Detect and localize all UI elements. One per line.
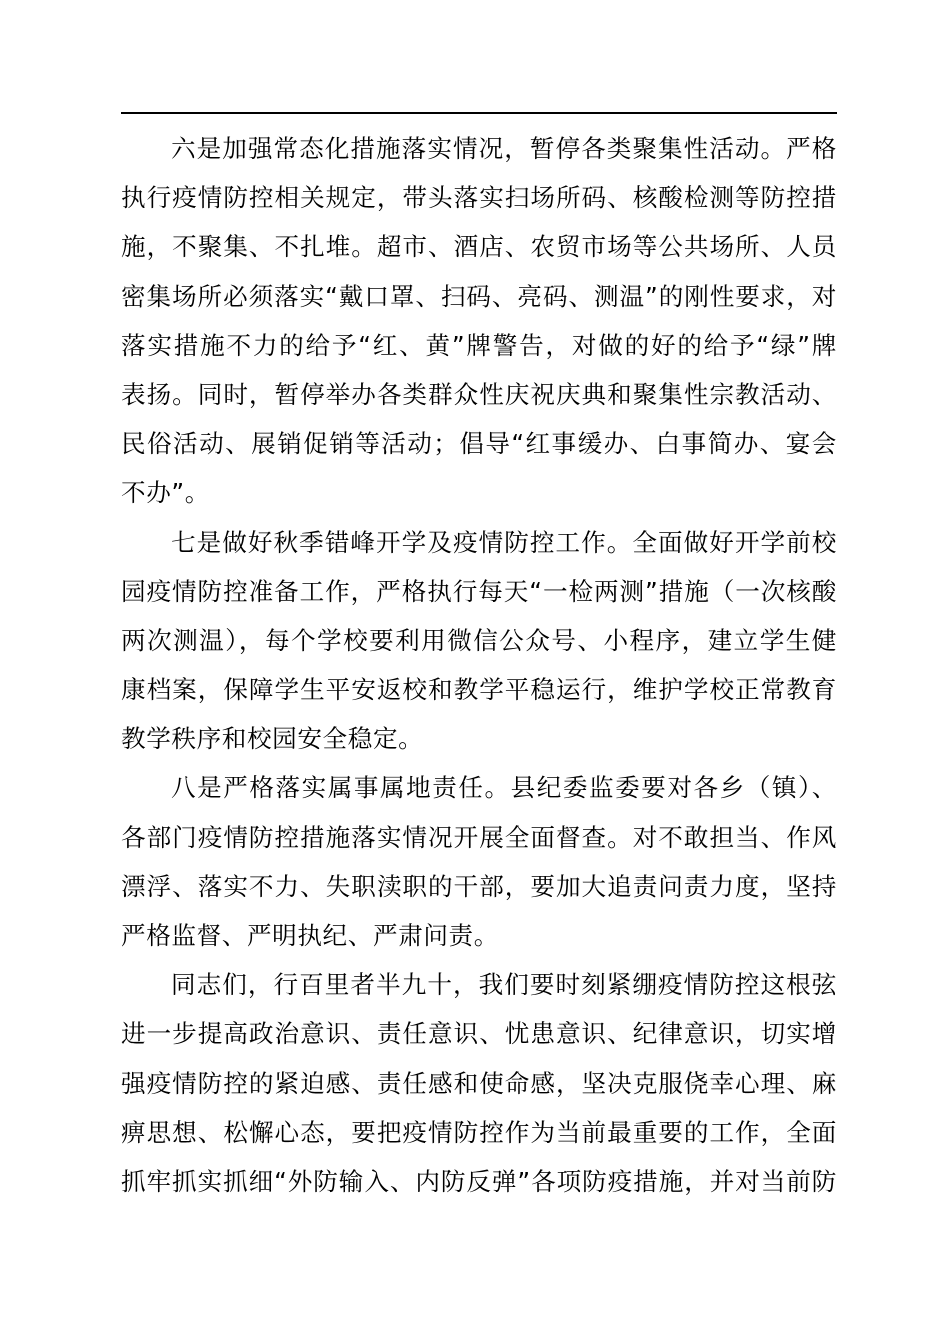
text-line: 强疫情防控的紧迫感、责任感和使命感，坚决克服侥幸心理、麻 <box>121 1068 837 1098</box>
text-line: 各部门疫情防控措施落实情况开展全面督查。对不敢担当、作风 <box>121 822 837 852</box>
text-line: 教学秩序和校园安全稳定。 <box>121 724 424 754</box>
text-line: 不办”。 <box>121 478 210 508</box>
text-line: 落实措施不力的给予“红、黄”牌警告，对做的好的给予“绿”牌 <box>121 330 837 360</box>
text-line: 八是严格落实属事属地责任。县纪委监委要对各乡（镇）、 <box>171 773 837 803</box>
text-line: 园疫情防控准备工作，严格执行每天“一检两测”措施（一次核酸 <box>121 576 837 606</box>
text-line: 康档案，保障学生平安返校和教学平稳运行，维护学校正常教育 <box>121 675 837 705</box>
text-line: 六是加强常态化措施落实情况，暂停各类聚集性活动。严格 <box>171 134 837 163</box>
text-line: 两次测温），每个学校要利用微信公众号、小程序，建立学生健 <box>121 625 837 655</box>
text-line: 施，不聚集、不扎堆。超市、酒店、农贸市场等公共场所、人员 <box>121 232 837 262</box>
paragraph <box>121 763 837 960</box>
text-line: 抓牢抓实抓细“外防输入、内防反弹”各项防疫措施，并对当前防 <box>121 1166 837 1196</box>
text-line: 表扬。同时，暂停举办各类群众性庆祝庆典和聚集性宗教活动、 <box>121 379 837 409</box>
text-line: 进一步提高政治意识、责任意识、忧患意识、纪律意识，切实增 <box>121 1019 837 1049</box>
text-line: 七是做好秋季错峰开学及疫情防控工作。全面做好开学前校 <box>171 527 837 557</box>
text-line: 执行疫情防控相关规定，带头落实扫场所码、核酸检测等防控措 <box>121 183 837 213</box>
text-line: 严格监督、严明执纪、严肃问责。 <box>121 921 499 950</box>
paragraph <box>121 960 837 1206</box>
document-body <box>121 124 837 1206</box>
text-line: 痹思想、松懈心态，要把疫情防控作为当前最重要的工作，全面 <box>121 1117 837 1147</box>
paragraph <box>121 518 837 764</box>
text-line: 民俗活动、展销促销等活动；倡导“红事缓办、白事简办、宴会 <box>121 429 837 459</box>
paragraph <box>121 124 837 518</box>
text-line: 同志们，行百里者半九十，我们要时刻紧绷疫情防控这根弦 <box>171 970 837 1000</box>
text-line: 密集场所必须落实“戴口罩、扫码、亮码、测温”的刚性要求，对 <box>121 281 837 311</box>
text-line: 漂浮、落实不力、失职渎职的干部，要加大追责问责力度，坚持 <box>121 871 837 901</box>
header-rule <box>121 112 837 114</box>
